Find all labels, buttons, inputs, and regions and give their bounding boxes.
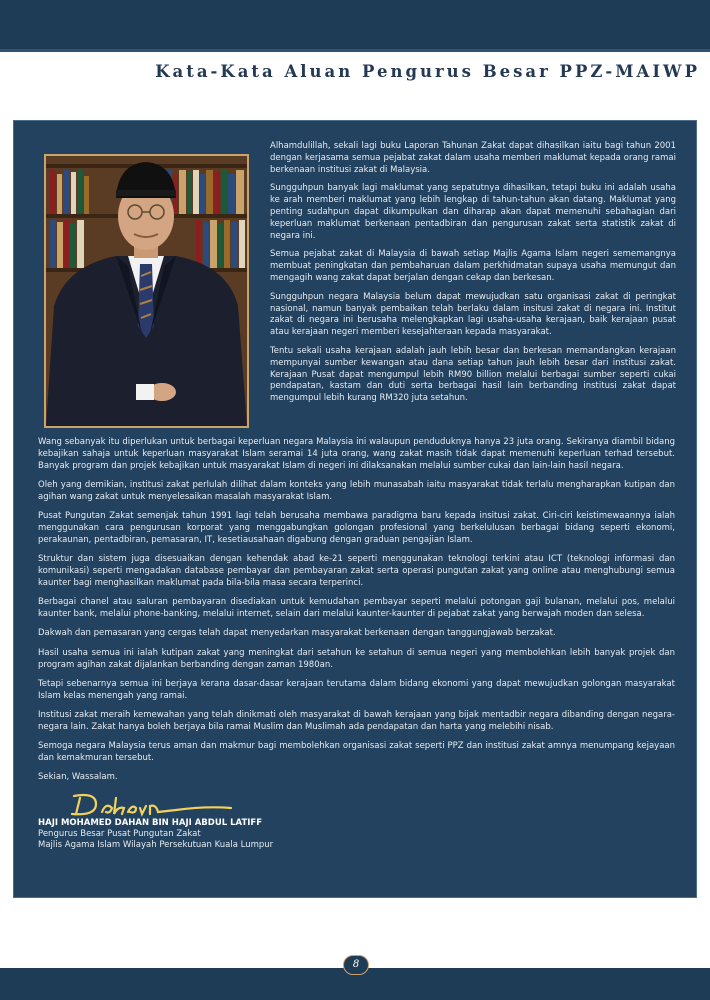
intro-paragraph: Tentu sekali usaha kerajaan adalah jauh lebih besar dan berkesan memandangkan kerajaan mempunyai sumber kewangan atau dana setiap tahun jauh lebih besar dari institusi zakat. Kerajaan Pusat dapat mengumpul lebih RM90 billion melalui berbagai sumber seperti cukai pendapatan, kastam dan duti serta berbagai hasil lain berbanding institusi zakat dapat mengumpul lebih kurang RM320 juta setahun. (270, 345, 676, 404)
body-paragraph: Tetapi sebenarnya semua ini berjaya kerana dasar-dasar kerajaan terutama dalam bidang ekonomi yang dapat mewujudkan golongan masyarakat Islam kelas menengah yang ramai. (38, 678, 675, 701)
page-title: Kata-Kata Aluan Pengurus Besar PPZ-MAIWP (155, 62, 700, 81)
signatory-title: Pengurus Besar Pusat Pungutan Zakat (38, 829, 201, 840)
portrait-photo (44, 154, 249, 428)
body-paragraph: Struktur dan sistem juga disesuaikan dengan kehendak abad ke-21 seperti menggunakan teknologi terkini atau ICT (teknologi informasi dan komunikasi) seperti mengadakan database pembayar dan pembayaran zakat serta operasi pungutan zakat yang online atau menghubungi semua kaunter bagi menghasilkan maklumat pada bila-bila masa secara terperinci. (38, 554, 675, 588)
body-paragraph: Dakwah dan pemasaran yang cergas telah dapat menyedarkan masyarakat berkenaan dengan tanggungjawab berzakat. (38, 628, 556, 639)
intro-paragraph: Alhamdulillah, sekali lagi buku Laporan Tahunan Zakat dapat dihasilkan iaitu bagi tahun 2001 dengan kerjasama semua pejabat zakat dalam usaha memberi maklumat kepada orang ramai berkenaan institusi zakat di Malaysia. (270, 141, 676, 175)
intro-paragraph: Sungguhpun banyak lagi maklumat yang sepatutnya dihasilkan, tetapi buku ini adalah usaha ke arah memberi maklumat yang lebih lengkap di tahun-tahun akan datang. Maklumat yang penting sudahpun dapat dikumpulkan dan diharap akan dapat memenuhi sebahagian dari keperluan maklumat berkenaan pentadbiran dan pengurusan zakat serta statistik zakat di negara ini. (270, 183, 676, 241)
body-paragraph: Wang sebanyak itu diperlukan untuk berbagai keperluan negara Malaysia ini walaupun penduduknya hanya 23 juta orang. Sekiranya diambil bidang kebajikan sahaja untuk keperluan masyarakat Islam seramai 14 juta orang, wang zakat masih tidak dapat memenuhi keperluan terhad tersebut. Banyak program dan projek kebajikan untuk masyarakat Islam di negeri ini dilaksanakan melalui sumber cukai dan lain-lain hasil negara. (38, 437, 675, 471)
top-band (0, 0, 710, 52)
page-number: 8 (343, 955, 369, 975)
body-paragraph: Berbagai chanel atau saluran pembayaran disediakan untuk kemudahan pembayar seperti melalui potongan gaji bulanan, melalui pos, melalui kaunter bank, melalui phone-banking, melalui internet, selain dari melalui kaunter-kaunter di pejabat zakat yang berwajah moden dan selesa. (38, 597, 675, 619)
body-column (38, 437, 675, 851)
signatory-name: HAJI MOHAMED DAHAN BIN HAJI ABDUL LATIFF (38, 818, 263, 829)
body-paragraph: Pusat Pungutan Zakat semenjak tahun 1991 lagi telah berusaha membawa paradigma baru kepada insitusi zakat. Ciri-ciri keistimewaannya ialah menggunakan cara pengurusan korporat yang menggabungkan golongan profesional yang berkelulusan berbagai bidang seperti ekonomi, perakaunan, pentadbiran, pemasaran, IT, kesetiausahaan digabung dengan graduan pengajian Islam. (38, 511, 675, 545)
body-paragraph: Institusi zakat meraih kemewahan yang telah dinikmati oleh masyarakat di bawah kerajaan yang bijak mentadbir negara dibanding dengan negara-negara lain. Zakat hanya boleh berjaya bila ramai Muslim dan Muslimah ada pendapatan dan harta yang melebihi nisab. (38, 710, 675, 732)
closing-line: Sekian, Wassalam. (38, 772, 118, 783)
portrait-illustration (46, 156, 247, 426)
signature-image (66, 790, 236, 820)
body-paragraph: Oleh yang demikian, institusi zakat perlulah dilihat dalam konteks yang lebih munasabah iaitu masyarakat tidak terlalu mengharapkan kutipan dan agihan wang zakat untuk menyelesaikan masalah masyarakat Islam. (38, 479, 675, 502)
signatory-organization: Majlis Agama Islam Wilayah Persekutuan Kuala Lumpur (38, 840, 274, 851)
intro-paragraph: Semua pejabat zakat di Malaysia di bawah setiap Majlis Agama Islam negeri sememangnya membuat peningkatan dan pembaharuan dalam perkhidmatan supaya usaha memungut dan mengagih wang zakat dapat berjalan dengan cekap dan berkesan. (270, 249, 676, 283)
body-paragraph: Hasil usaha semua ini ialah kutipan zakat yang meningkat dari setahun ke setahun di semua negeri yang membolehkan lebih banyak projek dan program agihan zakat dijalankan berbanding dengan zaman 1980an. (38, 647, 675, 670)
body-paragraph: Semoga negara Malaysia terus aman dan makmur bagi membolehkan organisasi zakat seperti PPZ dan institusi zakat amnya menumpang kejayaan dan kemakmuran tersebut. (38, 741, 675, 764)
intro-column (270, 141, 676, 412)
intro-paragraph: Sungguhpun negara Malaysia belum dapat mewujudkan satu organisasi zakat di peringkat nasional, namun banyak pembaikan telah berlaku dalam insitusi zakat di negara ini. Institut zakat di negara ini berusaha melengkapkan lagi usaha-usaha kerajaan, baik kerajaan pusat atau kerajaan negeri memberi kesejahteraan kepada masyarakat. (270, 291, 676, 338)
